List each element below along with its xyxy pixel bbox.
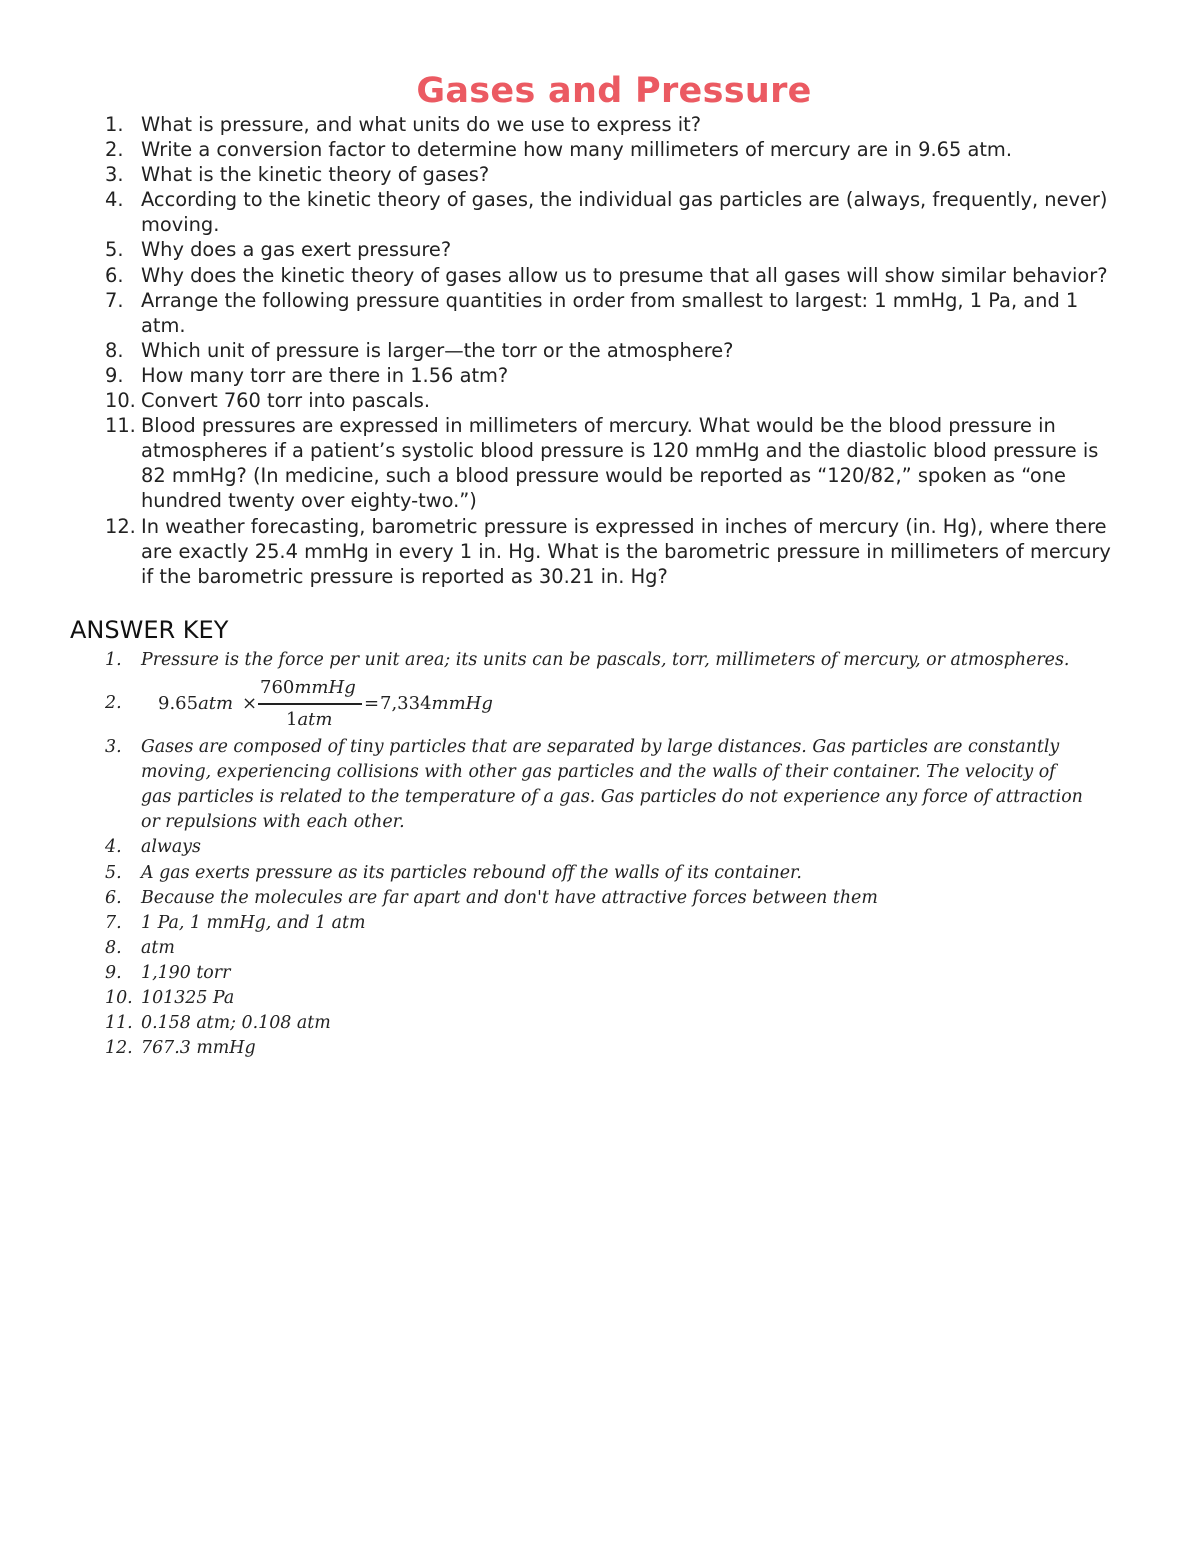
formula-denominator-unit: atm — [297, 709, 333, 731]
question-number: 5. — [105, 238, 124, 262]
answer-number: 1. — [105, 650, 122, 670]
conversion-formula — [158, 675, 538, 731]
question-text: Arrange the following pressure quantities in order from smallest to largest: 1 mmHg, 1 Pa, and 1 atm. — [141, 288, 1079, 337]
formula-numerator — [260, 675, 356, 700]
answer-text: Gases are composed of tiny particles that are separated by large distances. Gas particles are constantly moving, experiencing collisions with other gas particles and the walls of their container. The velocity of gas particles is related to the temperature of a gas. Gas particles do not experience any force of attraction or repulsions with each other. — [141, 737, 1083, 833]
question-item — [0, 413, 1200, 513]
formula-rhs-value: 7,334 — [380, 693, 432, 715]
question-item — [0, 388, 1200, 413]
question-number: 3. — [105, 163, 124, 187]
question-number: 4. — [105, 188, 124, 212]
answer-item — [0, 886, 1200, 911]
question-item — [0, 162, 1200, 187]
answer-key-heading: ANSWER KEY — [70, 616, 229, 644]
answer-item — [0, 936, 1200, 961]
question-number: 7. — [105, 288, 124, 312]
answer-item — [0, 1011, 1200, 1036]
formula-numerator-unit: mmHg — [294, 677, 356, 699]
formula-rhs-unit: mmHg — [431, 693, 493, 715]
answer-text: Pressure is the force per unit area; its units can be pascals, torr, millimeters of mercury, or atmospheres. — [141, 650, 1070, 670]
answer-number: 5. — [105, 862, 122, 883]
answer-item — [0, 835, 1200, 860]
question-item — [0, 363, 1200, 388]
question-text: Write a conversion factor to determine how many millimeters of mercury are in 9.65 atm. — [141, 138, 1012, 162]
answer-number: 4. — [105, 837, 122, 858]
answer-item — [0, 735, 1200, 835]
answer-number: 3. — [105, 737, 122, 758]
answer-text: 767.3 mmHg — [141, 1038, 256, 1059]
answer-text: Because the molecules are far apart and don't have attractive forces between them — [141, 887, 878, 908]
answer-text: atm — [141, 937, 175, 958]
question-text: Why does a gas exert pressure? — [141, 238, 452, 262]
answer-number: 6. — [105, 887, 122, 908]
question-item — [0, 112, 1200, 137]
question-text: What is the kinetic theory of gases? — [141, 163, 490, 187]
question-list — [0, 112, 1200, 589]
question-text: Blood pressures are expressed in millimeters of mercury. What would be the blood pressure in atmospheres if a patient’s systolic blood pressure is 120 mmHg and the diastolic blood pressure is 82 mmHg? (In medicine, such a blood pressure would be reported as “120/82,” spoken as “one hundred twenty over eighty-two.”) — [141, 414, 1099, 513]
answer-text: 101325 Pa — [141, 988, 235, 1009]
formula-rhs — [380, 691, 493, 716]
question-text: Convert 760 torr into pascals. — [141, 389, 431, 413]
formula-lhs-value: 9.65 — [158, 693, 199, 715]
answer-number: 9. — [105, 962, 122, 983]
question-text: Which unit of pressure is larger—the torr or the atmosphere? — [141, 338, 734, 362]
answer-text: 1,190 torr — [141, 962, 231, 983]
answer-number: 10. — [105, 988, 133, 1009]
question-item — [0, 237, 1200, 262]
question-text: Why does the kinetic theory of gases allow us to presume that all gases will show similar behavior? — [141, 263, 1108, 287]
question-item — [0, 514, 1200, 589]
formula-equals-sign: = — [364, 693, 380, 715]
question-number: 2. — [105, 138, 124, 162]
question-item — [0, 137, 1200, 162]
question-text: According to the kinetic theory of gases, the individual gas particles are (always, frequently, never) moving. — [141, 188, 1108, 237]
answer-item — [0, 1036, 1200, 1061]
answer-item — [0, 986, 1200, 1011]
document-title: Gases and Pressure — [416, 71, 812, 111]
question-number: 12. — [105, 514, 136, 538]
formula-numerator-value: 760 — [260, 677, 295, 699]
question-item — [0, 288, 1200, 338]
answer-item — [0, 648, 1200, 673]
question-number: 6. — [105, 263, 124, 287]
answer-item-formula — [0, 675, 1200, 731]
answer-number: 12. — [105, 1038, 133, 1059]
question-number: 8. — [105, 338, 124, 362]
answer-list — [0, 648, 1200, 1061]
fraction-bar — [258, 703, 362, 705]
answer-text: always — [141, 837, 201, 858]
question-text: In weather forecasting, barometric pressure is expressed in inches of mercury (in. Hg), where there are exactly 25.4 mmHg in every 1 in. Hg. What is the barometric pressure in millimeters of mercury if the barometric pressure is reported as 30.21 in. Hg? — [141, 514, 1111, 588]
answer-text: A gas exerts pressure as its particles rebound off the walls of its container. — [141, 862, 802, 883]
question-text: What is pressure, and what units do we use to express it? — [141, 113, 702, 136]
formula-times-sign: × — [242, 693, 258, 715]
answer-number: 7. — [105, 912, 122, 933]
formula-lhs-unit: atm — [198, 693, 234, 715]
answer-item — [0, 861, 1200, 886]
question-number: 1. — [105, 113, 124, 136]
question-number: 10. — [105, 389, 136, 413]
question-number: 11. — [105, 414, 136, 438]
question-item — [0, 263, 1200, 288]
answer-text: 0.158 atm; 0.108 atm — [141, 1013, 331, 1034]
answer-number: 11. — [105, 1013, 133, 1034]
answer-number: 8. — [105, 937, 122, 958]
formula-denominator — [286, 707, 333, 732]
formula-lhs — [158, 691, 233, 716]
answer-item — [0, 911, 1200, 936]
question-item — [0, 338, 1200, 363]
formula-denominator-value: 1 — [286, 709, 298, 731]
question-item — [0, 187, 1200, 237]
answer-item — [0, 961, 1200, 986]
answer-number: 2. — [105, 693, 122, 714]
question-text: How many torr are there in 1.56 atm? — [141, 363, 509, 387]
answer-text: 1 Pa, 1 mmHg, and 1 atm — [141, 912, 366, 933]
question-number: 9. — [105, 363, 124, 387]
